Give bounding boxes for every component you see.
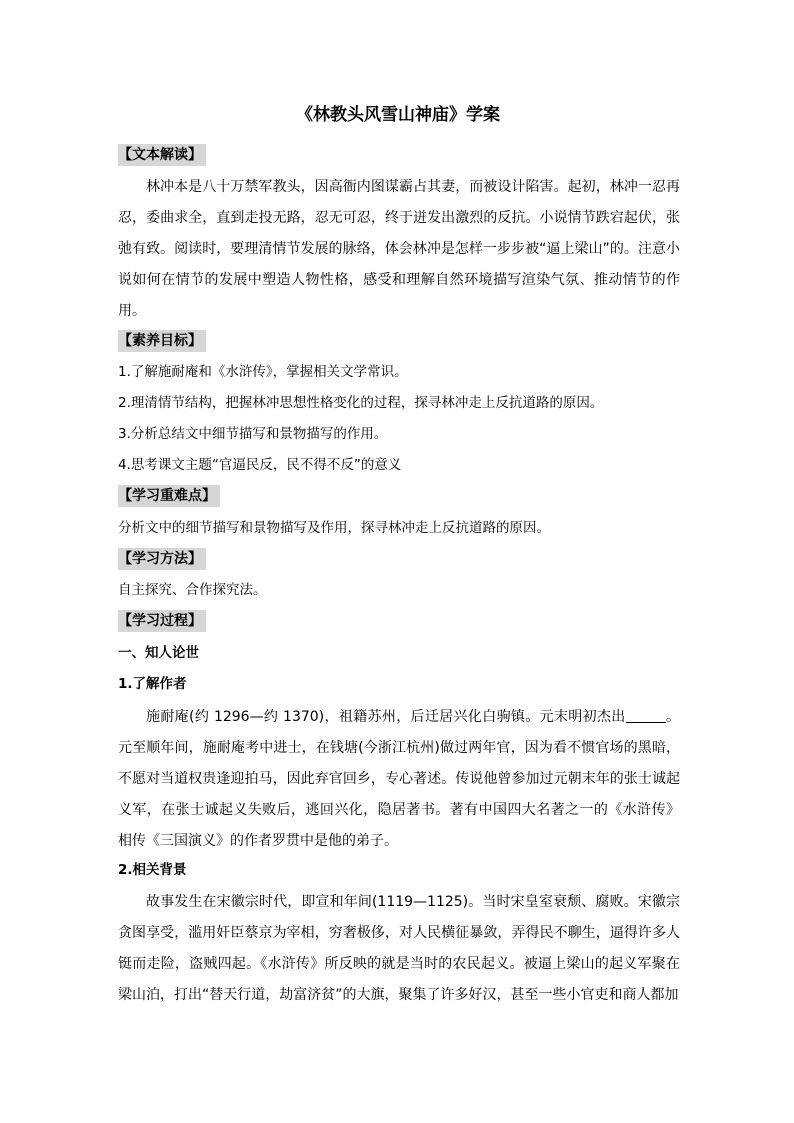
author-text-start: 施耐庵(约 1296—约 1370)，祖籍苏州，后迁居兴化白驹镇。元末明初杰出	[146, 709, 626, 725]
sub-background: 2.相关背景	[118, 862, 187, 878]
sub-understand-author: 1.了解作者	[118, 676, 187, 692]
author-paragraph	[118, 702, 680, 857]
text-reading-paragraph: 林冲本是八十万禁军教头，因高衙内图谋霸占其妻，而被设计陷害。起初，林冲一忍再忍，委曲求全，直到走投无路，忍无可忍，终于迸发出激烈的反抗。小说情节跌宕起伏，张弛有致。阅读时，要理清情节发展的脉络，体会林冲是怎样一步步被“逼上梁山”的。注意小说如何在情节的发展中塑造人物性格，感受和理解自然环境描写渲染气氛、推动情节的作用。	[118, 179, 680, 319]
document-title: 《林教头风雪山神庙》学案	[296, 105, 500, 125]
key-points-text: 分析文中的细节描写和景物描写及作用，探寻林冲走上反抗道路的原因。	[118, 520, 550, 536]
author-text-rest: 。元至顺年间，施耐庵考中进士，在钱塘(今浙江杭州)做过两年官，因为看不惯官场的黑暗，不愿对当道权贵逢迎拍马，因此弃官回乡，专心著述。传说他曾参加过元朝末年的张士诚起义军，在张士诚起义失败后，逃回兴化，隐居著书。著有中国四大名著之一的《水浒传》 相传《三国演义》的作者罗贯中是他的弟子。	[118, 709, 680, 849]
goal-item-4: 4.思考课文主题“官逼民反，民不得不反”的意义	[118, 457, 402, 473]
background-paragraph: 故事发生在宋徽宗时代，即宣和年间(1119—1125)。当时宋皇室衰颓、腐败。宋徽宗贪图享受，滥用奸臣蔡京为宰相，穷奢极侈，对人民横征暴敛，弄得民不聊生，逼得许多人铤而走险，盗贼四起。《水浒传》所反映的就是当时的农民起义。被逼上梁山的起义军聚在梁山泊，打出“替天行道，劫富济贫”的大旗，聚集了许多好汉，甚至一些小官吏和商人都加	[118, 894, 680, 1003]
heading-text-reading: 【文本解读】	[118, 144, 206, 166]
heading-process: 【学习过程】	[118, 610, 206, 632]
goal-item-3: 3.分析总结文中细节描写和景物描写的作用。	[118, 426, 388, 442]
goal-item-1: 1.了解施耐庵和《水浒传》，掌握相关文学常识。	[118, 364, 408, 380]
fill-in-blank[interactable]	[626, 708, 666, 723]
heading-key-points: 【学习重难点】	[118, 485, 220, 507]
heading-goals: 【素养目标】	[118, 330, 206, 352]
goal-item-2: 2.理清情节结构，把握林冲思想性格变化的过程，探寻林冲走上反抗道路的原因。	[118, 395, 604, 411]
part-know-author: 一、知人论世	[118, 645, 199, 661]
method-text: 自主探究、合作探究法。	[118, 582, 267, 598]
heading-method: 【学习方法】	[118, 548, 206, 570]
